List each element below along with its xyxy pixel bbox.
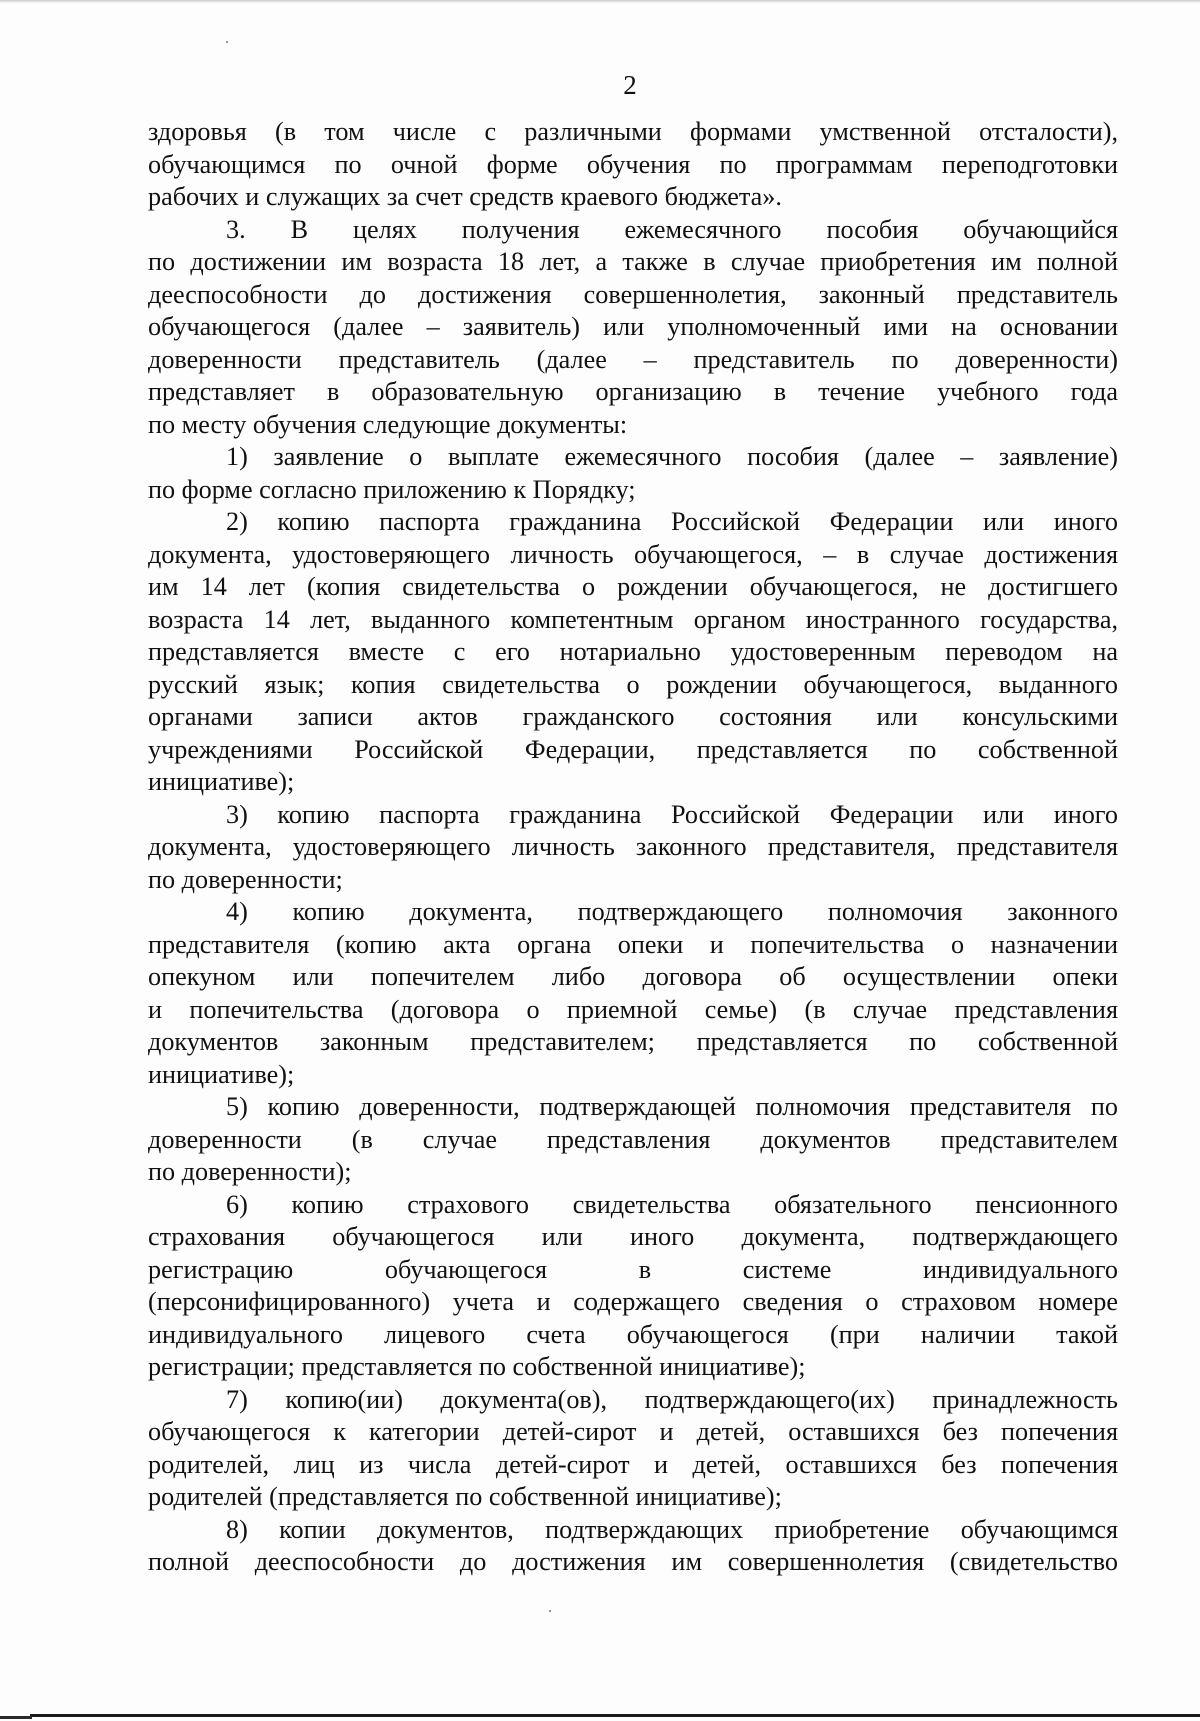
text-line: по форме согласно приложению к Порядку;	[148, 474, 636, 504]
text-line: рабочих и служащих за счет средств краевого бюджета».	[148, 182, 782, 211]
page-number: 2	[623, 70, 637, 100]
text-line: по доверенности;	[148, 864, 343, 894]
text-line: дееспособности до достижения совершеннолетия, законный представитель	[148, 279, 1118, 309]
text-line: (персонифицированного) учета и содержащего сведения о страховом номере	[148, 1287, 1118, 1316]
text-line: 2) копию паспорта гражданина Российской Федерации или иного	[226, 507, 1118, 536]
document-body	[148, 116, 1118, 1579]
text-line: родителей (представляется по собственной инициативе);	[148, 1482, 782, 1511]
text-line: инициативе);	[148, 767, 295, 796]
text-line: органами записи актов гражданского состояния или консульскими	[148, 702, 1118, 731]
text-line: представляет в образовательную организацию в течение учебного года	[148, 377, 1118, 406]
scan-speck	[226, 41, 228, 43]
text-line: 5) копию доверенности, подтверждающей полномочия представителя по	[226, 1092, 1118, 1121]
text-line: обучающимся по очной форме обучения по программам переподготовки	[148, 149, 1118, 179]
text-line: регистрацию обучающегося в системе индивидуального	[148, 1254, 1118, 1284]
text-line: регистрации; представляется по собственной инициативе);	[148, 1352, 806, 1381]
scan-top-edge	[0, 0, 1200, 3]
text-line: 8) копии документов, подтверждающих приобретение обучающимся	[226, 1514, 1118, 1544]
text-line: индивидуального лицевого счета обучающегося (при наличии такой	[148, 1319, 1118, 1349]
text-line: 3. В целях получения ежемесячного пособия обучающийся	[226, 214, 1118, 244]
text-line: им 14 лет (копия свидетельства о рождении обучающегося, не достигшего	[148, 572, 1118, 601]
text-line: инициативе);	[148, 1059, 295, 1089]
text-line: 6) копию страхового свидетельства обязательного пенсионного	[226, 1189, 1118, 1219]
text-line: 7) копию(ии) документа(ов), подтверждающего(их) принадлежность	[226, 1384, 1118, 1414]
text-line: документов законным представителем; представляется по собственной	[148, 1027, 1118, 1056]
text-line: по достижении им возраста 18 лет, а также в случае приобретения им полной	[148, 247, 1118, 276]
scan-speck	[549, 1610, 551, 1612]
text-line: обучающегося (далее – заявитель) или уполномоченный ими на основании	[148, 312, 1118, 341]
text-line: русский язык; копия свидетельства о рождении обучающегося, выданного	[148, 669, 1118, 699]
text-line: 4) копию документа, подтверждающего полномочия законного	[226, 897, 1118, 926]
text-line: по месту обучения следующие документы:	[148, 409, 628, 439]
text-line: обучающегося к категории детей-сирот и детей, оставшихся без попечения	[148, 1417, 1118, 1446]
text-line: по доверенности);	[148, 1157, 352, 1186]
text-line: представляется вместе с его нотариально удостоверенным переводом на	[148, 637, 1118, 666]
text-line: полной дееспособности до достижения им совершеннолетия (свидетельство	[148, 1547, 1118, 1576]
text-line: документа, удостоверяющего личность обучающегося, – в случае достижения	[148, 539, 1118, 569]
text-line: страхования обучающегося или иного документа, подтверждающего	[148, 1222, 1118, 1251]
text-line: документа, удостоверяющего личность законного представителя, представителя	[148, 832, 1118, 861]
scan-bottom-edge	[30, 1714, 1200, 1717]
text-line: возраста 14 лет, выданного компетентным органом иностранного государства,	[148, 604, 1118, 634]
text-line: опекуном или попечителем либо договора об осуществлении опеки	[148, 962, 1118, 991]
text-line: 3) копию паспорта гражданина Российской Федерации или иного	[226, 799, 1118, 829]
text-line: учреждениями Российской Федерации, представляется по собственной	[148, 734, 1118, 764]
scan-bottom-edge-left	[0, 1716, 32, 1719]
text-line: здоровья (в том числе с различными формами умственной отсталости),	[148, 117, 1118, 146]
text-line: доверенности (в случае представления документов представителем	[148, 1124, 1118, 1154]
text-line: родителей, лиц из числа детей-сирот и детей, оставшихся без попечения	[148, 1449, 1118, 1479]
text-line: доверенности представитель (далее – представитель по доверенности)	[148, 344, 1118, 374]
text-line: представителя (копию акта органа опеки и попечительства о назначении	[148, 929, 1118, 959]
text-line: 1) заявление о выплате ежемесячного пособия (далее – заявление)	[226, 442, 1118, 471]
text-line: и попечительства (договора о приемной семье) (в случае представления	[148, 994, 1118, 1024]
